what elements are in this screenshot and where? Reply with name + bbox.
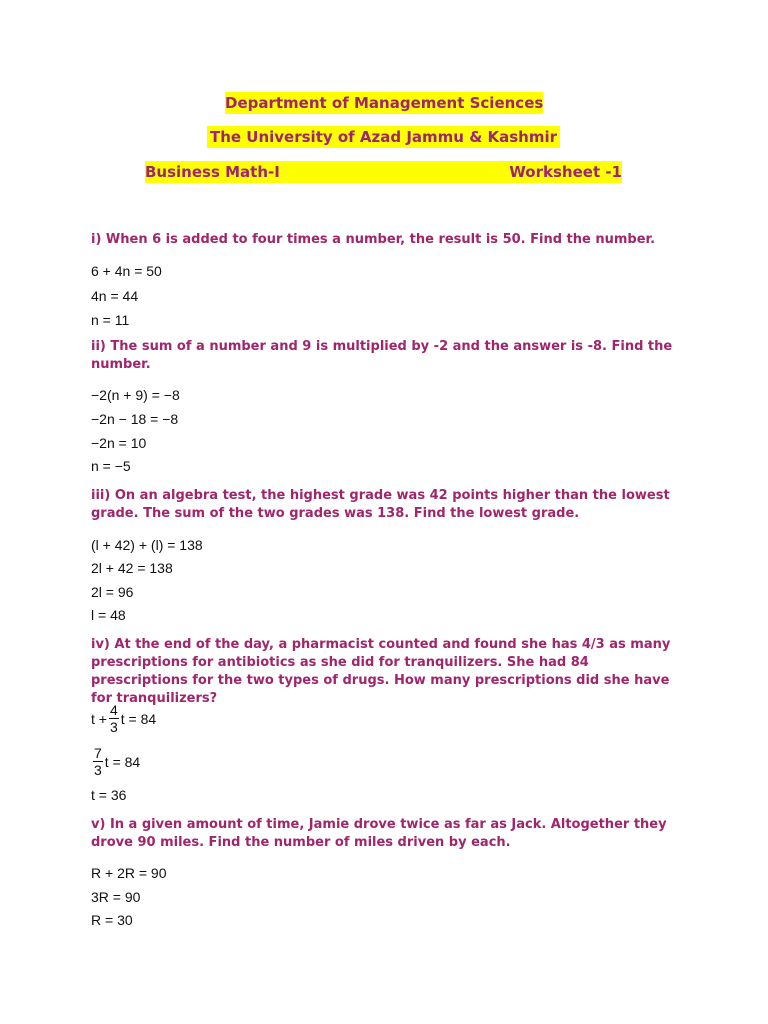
question-1: i) When 6 is added to four times a number, the result is 50. Find the number. xyxy=(91,232,656,247)
q1-step-1: 6 + 4n = 50 xyxy=(91,263,162,279)
q4-step-3: t = 36 xyxy=(91,787,127,803)
q2-step-1: −2(n + 9) = −8 xyxy=(91,387,180,403)
q1-step-2: 4n = 44 xyxy=(91,288,139,304)
q4-step-1-pre: t + xyxy=(91,710,107,727)
q4-step-2 xyxy=(91,745,140,778)
q2-step-2: −2n − 18 = −8 xyxy=(91,411,179,427)
denominator: 3 xyxy=(109,719,118,735)
q3-step-3: 2l = 96 xyxy=(91,584,134,600)
q5-step-3: R = 30 xyxy=(91,912,133,928)
course-title: Business Math-I xyxy=(145,163,280,181)
q1-step-3: n = 11 xyxy=(91,312,130,328)
fraction xyxy=(109,702,119,735)
question-4: iv) At the end of the day, a pharmacist counted and found she has 4/3 as many prescriptions for antibiotics as she did for tranquilizers. She had 84 prescriptions for the two types of drugs. How many prescriptions did she have for tranquilizers? xyxy=(91,637,671,706)
q5-step-1: R + 2R = 90 xyxy=(91,865,167,881)
department-heading: Department of Management Sciences xyxy=(225,94,544,112)
q4-step-1 xyxy=(91,702,156,735)
worksheet-title: Worksheet -1 xyxy=(509,163,622,181)
numerator: 4 xyxy=(109,702,118,718)
denominator: 3 xyxy=(94,762,102,778)
q5-step-2: 3R = 90 xyxy=(91,889,141,905)
q4-step-2-post: t = 84 xyxy=(104,753,141,770)
question-3: iii) On an algebra test, the highest grade was 42 points higher than the lowest grade. The sum of the two grades was 138. Find the lowest grade. xyxy=(91,488,670,521)
question-5: v) In a given amount of time, Jamie drove twice as far as Jack. Altogether they drove 90 miles. Find the number of miles driven by each. xyxy=(91,817,667,850)
q3-step-1: (l + 42) + (l) = 138 xyxy=(91,537,203,553)
q3-step-4: l = 48 xyxy=(91,607,126,623)
q3-step-2: 2l + 42 = 138 xyxy=(91,560,173,576)
numerator: 7 xyxy=(94,745,102,761)
course-heading xyxy=(145,161,622,183)
fraction xyxy=(93,745,103,778)
q2-step-3: −2n = 10 xyxy=(91,435,147,451)
q2-step-4: n = −5 xyxy=(91,458,131,474)
university-heading: The University of Azad Jammu & Kashmir xyxy=(207,126,560,148)
q4-step-1-post: t = 84 xyxy=(120,710,157,727)
question-2: ii) The sum of a number and 9 is multiplied by -2 and the answer is -8. Find the number. xyxy=(91,339,673,372)
